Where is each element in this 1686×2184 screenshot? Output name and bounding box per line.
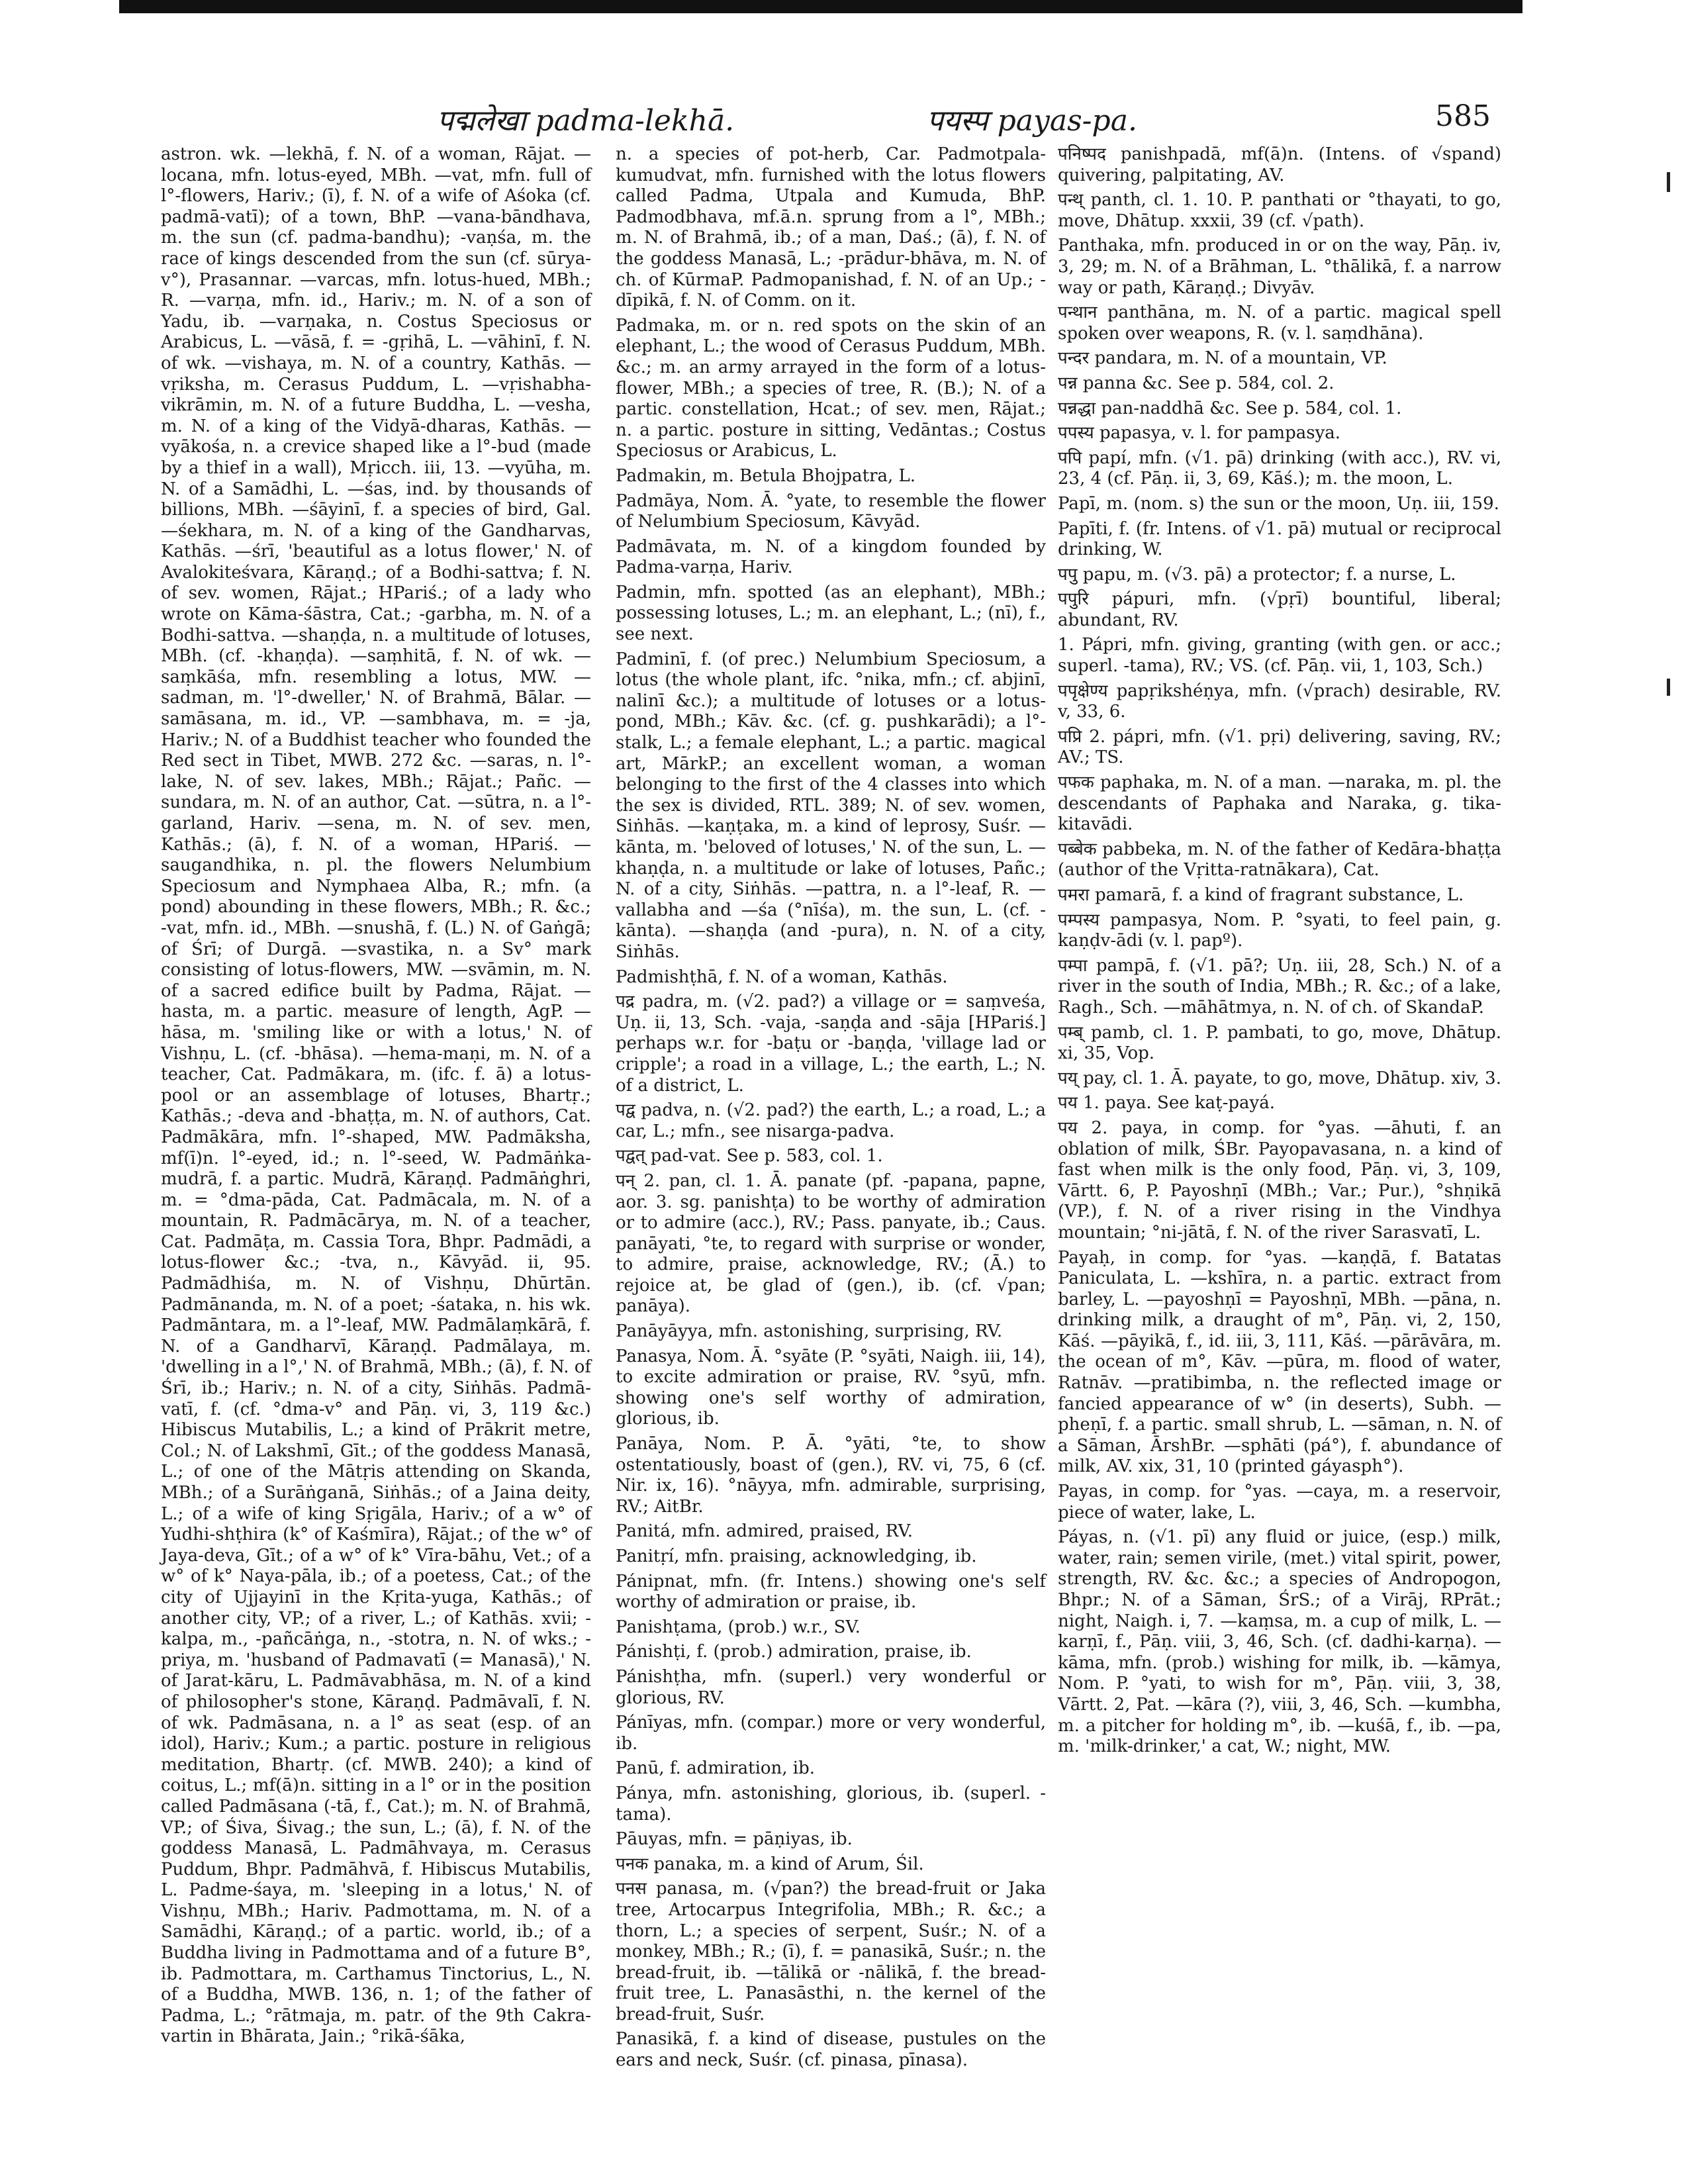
dictionary-entry: Padmāvata, m. N. of a kingdom founded by Padma-varṇa, Hariv. (616, 536, 1046, 578)
dictionary-entry: पपृक्षेण्य papṛikshéṇya, mfn. (√prach) desirable, RV. v, 33, 6. (1058, 681, 1501, 722)
dictionary-entry: पनस panasa, m. (√pan?) the bread-fruit or Jaka tree, Artocarpus Integrifolia, MBh.; R. &c.; a thorn, L.; a species of serpent, Suśr.; N. of a monkey, MBh.; R.; (ī), f. = panasikā, Suśr.; n. the bread-fruit, ib. —tālikā or -nālikā, f. the bread-fruit tree, L. Panasāsthi, n. the kernel of the bread-fruit, Suśr. (616, 1879, 1046, 2024)
page-header (0, 99, 1686, 139)
dictionary-entry: Panāyāyya, mfn. astonishing, surprising, RV. (616, 1321, 1003, 1342)
dictionary-entry: पय 2. paya, in comp. for °yas. —āhuti, f. an oblation of milk, ŚBr. Payopavasana, n. a kind of fast when milk is the only food, Pāṇ. vi, 3, 109, Vārtt. 6, P. Payoshṇī (MBh.; Var.; Pur.), °shṇikā (VP.), f. N. of a river rising in the Vindhya mountain; °ni-jātā, f. N. of the river Sarasvatī, L. (1058, 1117, 1501, 1243)
running-head-right: पयस्प payas-pa. (927, 104, 1137, 138)
scan-top-border (119, 0, 1522, 13)
margin-mark (1667, 172, 1670, 192)
dictionary-entry: पय 1. paya. See kaṭ-payá. (1058, 1093, 1275, 1114)
dictionary-entry: पप्रि 2. pápri, mfn. (√1. pṛi) delivering, saving, RV.; AV.; TS. (1058, 726, 1501, 768)
dictionary-entry: पद्व padva, n. (√2. pad?) the earth, L.; a road, L.; a car, L.; mfn., see nisarga-padva. (616, 1100, 1046, 1141)
column-3 (1058, 144, 1501, 1762)
dictionary-entry: Panitá, mfn. admired, praised, RV. (616, 1521, 913, 1542)
dictionary-entry: पब्बेक pabbeka, m. N. of the father of Kedāra-bhaṭṭa (author of the Vṛitta-ratnākara), Cat. (1058, 839, 1501, 880)
dictionary-entry: पनक panaka, m. a kind of Arum, Śil. (616, 1854, 924, 1874)
running-head-left: पद्मलेखा padma-lekhā. (437, 104, 735, 138)
dictionary-entry: Pāuyas, mfn. = pāṇiyas, ib. (616, 1829, 853, 1850)
dictionary-entry: Payas, in comp. for °yas. —caya, m. a reservoir, piece of water, lake, L. (1058, 1482, 1501, 1523)
dictionary-entry: n. a species of pot-herb, Car. Padmotpala-kumudvat, mfn. furnished with the lotus flowers called Padma, Utpala and Kumuda, BhP. Padmodbhava, mf.ā.n. sprung from a l°, MBh.; m. N. of Brahmā, ib.; of a man, Daś.; (ā), f. N. of the goddess Manasā, L.; -prādur-bhāva, m. N. of ch. of KūrmaP. Padmopanishad, f. N. of an Up.; -dīpikā, f. N. of Comm. on it. (616, 144, 1046, 311)
column-1 (161, 144, 591, 2052)
dictionary-entry: पम्पा pampā, f. (√1. pā?; Uṇ. iii, 28, Sch.) N. of a river in the south of India, MBh.; R. &c.; of a lake, Ragh., Sch. —māhātmya, n. N. of ch. of SkandaP. (1058, 955, 1501, 1018)
dictionary-entry: Panasya, Nom. Ā. °syāte (P. °syāti, Naigh. iii, 14), to excite admiration or praise, RV. °syū, mfn. showing one's self worthy of admiration, glorious, ib. (616, 1346, 1046, 1429)
dictionary-entry: पन्थान panthāna, m. N. of a partic. magical spell spoken over weapons, R. (v. l. saṃdhāna). (1058, 303, 1501, 344)
dictionary-entry: पपस्य papasya, v. l. for pampasya. (1058, 423, 1341, 444)
margin-mark (1667, 679, 1670, 696)
dictionary-entry: Panasikā, f. a kind of disease, pustules on the ears and neck, Suśr. (cf. pinasa, pīnasa). (616, 2029, 1046, 2071)
dictionary-entry: Páyas, n. (√1. pī) any fluid or juice, (esp.) milk, water, rain; semen virile, (met.) vital spirit, power, strength, RV. &c. &c.; a species of Andropogon, Bhpr.; N. of a Sāman, ŚrS.; of a Virāj, RPrāt.; night, Naigh. i, 7. —kaṃsa, m. a cup of milk, L. —karṇī, f., Pāṇ. viii, 3, 46, Sch. (cf. dadhi-karṇa). —kāma, mfn. (prob.) wishing for milk, ib. —kāmya, Nom. P. °yati, to wish for m°, Pāṇ. viii, 3, 38, Vārtt. 2, Pat. —kāra (?), viii, 3, 46, Sch. —kumbha, m. a pitcher for holding m°, ib. —kuśā, f., ib. —pa, m. 'milk-drinker,' a cat, W.; night, MW. (1058, 1527, 1501, 1757)
column-2 (616, 144, 1046, 2075)
dictionary-entry: Payaḥ, in comp. for °yas. —kaṇḍā, f. Batatas Paniculata, L. —kshīra, n. a partic. extract from barley, L. —payoshṇī = Payoshṇī, MBh. —pāna, n. drinking milk, a draught of m°, Pāṇ. vi, 2, 150, Kāś. —pāyikā, f., id. iii, 3, 111, Kāś. —pārāvāra, m. the ocean of m°, Kāv. —pūra, m. flood of water, Ratnāv. —pratibimba, n. the reflected image or fancied appearance of w° (in deserts), Subh. —pheṇī, f. a partic. small shrub, L. —sāman, n. N. of a Sāman, ĀrshBr. —sphāti (pá°), f. abundance of milk, AV. xix, 31, 10 (printed gáyasph°). (1058, 1247, 1501, 1477)
dictionary-entry: पन्नद्धा pan-naddhā &c. See p. 584, col. 1. (1058, 398, 1402, 418)
dictionary-entry: 1. Pápri, mfn. giving, granting (with gen. or acc.; superl. -tama), RV.; VS. (cf. Pāṇ. vii, 1, 103, Sch.) (1058, 635, 1501, 677)
dictionary-entry: पय् pay, cl. 1. Ā. payate, to go, move, Dhātup. xiv, 3. (1058, 1068, 1501, 1088)
dictionary-entry: पपुरि pápuri, mfn. (√pṛī) bountiful, liberal; abundant, RV. (1058, 589, 1501, 630)
dictionary-entry: Pánipnat, mfn. (fr. Intens.) showing one's self worthy of admiration or praise, ib. (616, 1571, 1046, 1613)
dictionary-entry: पनिष्पद panishpadā, mf(ā)n. (Intens. of √spand) quivering, palpitating, AV. (1058, 144, 1501, 185)
dictionary-entry: Panthaka, mfn. produced in or on the way, Pāṇ. iv, 3, 29; m. N. of a Brāhman, L. °thālikā, f. a narrow way or path, Kāraṇḍ.; Divyāv. (1058, 236, 1501, 298)
dictionary-entry: पन् 2. pan, cl. 1. Ā. panate (pf. -papana, papne, aor. 3. sg. panishṭa) to be worthy of admiration or to admire (acc.), RV.; Pass. panyate, ib.; Caus. panāyati, °te, to regard with surprise or wonder, to admire, praise, acknowledge, RV.; (Ā.) to rejoice at, be glad of (gen.), ib. (cf. √pan; panāya). (616, 1170, 1046, 1317)
dictionary-entry: Pánīyas, mfn. (compar.) more or very wonderful, ib. (616, 1713, 1046, 1754)
dictionary-entry: पम्पस्य pampasya, Nom. P. °syati, to feel pain, g. kaṇḍv-ādi (v. l. papº). (1058, 910, 1501, 951)
dictionary-entry: Pánya, mfn. astonishing, glorious, ib. (superl. -tama). (616, 1783, 1046, 1825)
dictionary-entry: पम्ब् pamb, cl. 1. P. pambati, to go, move, Dhātup. xi, 35, Vop. (1058, 1022, 1501, 1064)
dictionary-entry: पफक paphaka, m. N. of a man. —naraka, m. pl. the descendants of Paphaka and Naraka, g. tika-kitavādi. (1058, 773, 1501, 835)
dictionary-entry: Panitṛí, mfn. praising, acknowledging, ib. (616, 1546, 977, 1566)
dictionary-entry: Padmaka, m. or n. red spots on the skin of an elephant, L.; the wood of Cerasus Puddum, MBh. &c.; m. an army arrayed in the form of a lotus-flower, MBh.; a species of tree, R. (B.); N. of a partic. constellation, Hcat.; of sev. men, Rājat.; n. a partic. posture in sitting, Vedāntas.; Costus Speciosus or Arabicus, L. (616, 315, 1046, 461)
dictionary-entry: Papī, m. (nom. s) the sun or the moon, Uṇ. iii, 159. (1058, 493, 1499, 514)
dictionary-entry: पन्न panna &c. See p. 584, col. 2. (1058, 373, 1335, 393)
dictionary-entry: Pánishṭha, mfn. (superl.) very wonderful or glorious, RV. (616, 1666, 1046, 1708)
dictionary-entry: Panāya, Nom. P. Ā. °yāti, °te, to show ostentatiously, boast of (gen.), RV. vi, 75, 6 (cf. Nir. ix, 16). °nāyya, mfn. admirable, surprising, RV.; AitBr. (616, 1434, 1046, 1517)
dictionary-entry: पन्दर pandara, m. N. of a mountain, VP. (1058, 348, 1387, 369)
dictionary-entry: Pánishṭi, f. (prob.) admiration, praise, ib. (616, 1642, 972, 1662)
dictionary-entry: Panishṭama, (prob.) w.r., SV. (616, 1617, 861, 1637)
dictionary-entry: Padminī, f. (of prec.) Nelumbium Speciosum, a lotus (the whole plant, ifc. °nika, mfn.; cf. abjinī, nalinī &c.); a multitude of lotuses or a lotus-pond, MBh.; Kāv. &c. (cf. g. pushkarādi); a l°-stalk, L.; a female elephant, L.; a partic. magical art, MārkP.; an excellent woman, a woman belonging to the first of the 4 classes into which the sex is divided, RTL. 389; N. of sev. women, Siṅhās. —kaṇṭaka, m. a kind of leprosy, Suśr. —kānta, m. 'beloved of lotuses,' N. of the sun, L. —khaṇḍa, n. a multitude or lake of lotuses, Pañc.; N. of a city, Siṅhās. —pattra, n. a l°-leaf, R. —vallabha and —śa (°nīśa), m. the sun, L. (cf. -kānta). —shaṇḍa (and -pura), n. N. of a city, Siṅhās. (616, 649, 1046, 962)
dictionary-entry: पमरा pamarā, f. a kind of fragrant substance, L. (1058, 885, 1464, 905)
dictionary-entry: astron. wk. —lekhā, f. N. of a woman, Rājat. —locana, mfn. lotus-eyed, MBh. —vat, mfn. full of l°-flowers, Hariv.; (ī), f. N. of a wife of Aśoka (cf. padmā-vatī); of a town, BhP. —vana-bāndhava, m. the sun (cf. padma-bandhu); -vaṇśa, m. the race of kings descended from the sun (cf. sūrya-v°), Prasannar. —varcas, mfn. lotus-hued, MBh.; R. —varṇa, mfn. id., Hariv.; m. N. of a son of Yadu, ib. —varṇaka, n. Costus Speciosus or Arabicus, L. —vāsā, f. = -gṛihā, L. —vāhinī, f. N. of wk. —vishaya, m. N. of a country, Kathās. —vṛiksha, m. Cerasus Puddum, L. —vṛishabha-vikrāmin, m. N. of a future Buddha, L. —vesha, m. N. of a king of the Vidyā-dharas, Kathās. —vyākośa, n. a crevice shaped like a l°-bud (made by a thief in a wall), Mṛicch. iii, 13. —vyūha, m. N. of a Samādhi, L. —śas, ind. by thousands of billions, MBh. —śāyinī, f. a species of bird, Gal. —śekhara, m. N. of a king of the Gandharvas, Kathās. —śrī, 'beautiful as a lotus flower,' N. of Avalokiteśvara, Kāraṇḍ.; of a Bodhi-sattva; f. N. of sev. women, Rājat.; HPariś.; of a lady who wrote on Kāma-śāstra, Cat.; -garbha, m. N. of a Bodhi-sattva. —shaṇḍa, n. a multitude of lotuses, MBh. (cf. -khaṇḍa). —saṃhitā, f. N. of wk. —saṃkāśa, mfn. resembling a lotus, MW. —sadman, m. 'l°-dweller,' N. of Brahmā, Bālar. —samāsana, m. id., VP. —sambhava, m. = -ja, Hariv.; N. of a Buddhist teacher who founded the Red sect in Tibet, MWB. 272 &c. —saras, n. l°-lake, N. of sev. lakes, MBh.; Rājat.; Pañc. —sundara, m. N. of an author, Cat. —sūtra, n. a l°-garland, Hariv. —sena, m. N. of sev. men, Kathās.; (ā), f. N. of a woman, HPariś. —saugandhika, n. pl. the flowers Nelumbium Speciosum and Nymphaea Alba, R.; mfn. (a pond) abounding in these flowers, MBh.; R. &c.; -vat, mfn. id., MBh. —snushā, f. (L.) N. of Gaṅgā; of Śrī; of Durgā. —svastika, n. a Sv° mark consisting of lotus-flowers, MW. —svāmin, m. N. of a sacred edifice built by Padma, Rājat. —hasta, m. a partic. measure of length, AgP. —hāsa, m. 'smiling like or with a lotus,' N. of Vishṇu, L. (cf. -bhāsa). —hema-maṇi, m. N. of a teacher, Cat. Padmākara, m. (ifc. f. ā) a lotus-pool or an assemblage of lotuses, Bhartṛ.; Kathās.; -deva and -bhaṭṭa, m. N. of authors, Cat. Padmākāra, mfn. l°-shaped, MW. Padmāksha, mf(ī)n. l°-eyed, id.; n. l°-seed, W. Padmāṅka-mudrā, f. a partic. Mudrā, Kāraṇḍ. Padmāṅghri, m. = °dma-pāda, Cat. Padmācala, m. N. of a mountain, R. Padmācārya, m. N. of a teacher, Cat. Padmāṭa, m. Cassia Tora, Bhpr. Padmādi, a lotus-flower &c.; -tva, n., Kāvyād. ii, 95. Padmādhiśa, m. N. of Vishṇu, Dhūrtān. Padmānanda, m. N. of a poet; -śataka, n. his wk. Padmāntara, m. a l°-leaf, MW. Padmālaṃkārā, f. N. of a Gandharvī, Kāraṇḍ. Padmālaya, m. 'dwelling in a l°,' N. of Brahmā, MBh.; (ā), f. N. of Śrī, ib.; Hariv.; n. N. of a city, Siṅhās. Padmā-vatī, f. (cf. °dma-v° and Pāṇ. vi, 3, 119 &c.) Hibiscus Mutabilis, L.; a kind of Prākrit metre, Col.; N. of Lakshmī, Gīt.; of the goddess Manasā, L.; of one of the Mātṛis attending on Skanda, MBh.; of a Surāṅganā, Siṅhās.; of a Jaina deity, L.; of a wife of king Sṛigāla, Hariv.; of a w° of Yudhi-shṭhira (k° of Kaśmīra), Rājat.; of the w° of Jaya-deva, Gīt.; of a w° of k° Vīra-bāhu, Vet.; of a w° of k° Naya-pāla, ib.; of a poetess, Cat.; of the city of Ujjayinī in the Kṛita-yuga, Kathās.; of another city, VP.; of a river, L.; of Kathās. xvii; -kalpa, m., -pañcāṅga, n., -stotra, n. N. of wks.; -priya, m. 'husband of Padmavatī (= Manasā),' N. of Jarat-kāru, L. Padmāvabhāsa, m. N. of a kind of philosopher's stone, Kāraṇḍ. Padmāvalī, f. N. of wk. Padmāsana, n. a l° as seat (esp. of an idol), Hariv.; Kum.; a partic. posture in religious meditation, Bhartṛ. (cf. MWB. 240); a kind of coitus, L.; mf(ā)n. sitting in a l° or in the position called Padmāsana (-tā, f., Cat.); m. N. of Brahmā, VP.; of Śiva, Śivag.; the sun, L.; (ā), f. N. of the goddess Manasā, L. Padmāhvaya, m. Cerasus Puddum, Bhpr. Padmāhvā, f. Hibiscus Mutabilis, L. Padme-śaya, m. 'sleeping in a lotus,' N. of Vishṇu, MBh.; Hariv. Padmottama, m. N. of a Samādhi, Kāraṇḍ.; of a partic. world, ib.; of a Buddha living in Padmottama and of a future B°, ib. Padmottara, m. Carthamus Tinctorius, L., N. of a Buddha, MWB. 136, n. 1; of the father of Padma, L.; °rātmaja, m. patr. of the 9th Cakra-vartin in Bhārata, Jain.; °rikā-śāka, (161, 144, 591, 2047)
dictionary-entry: Panū, f. admiration, ib. (616, 1758, 816, 1779)
dictionary-entry: Padmin, mfn. spotted (as an elephant), MBh.; possessing lotuses, L.; m. an elephant, L.; (nī), f., see next. (616, 582, 1046, 645)
dictionary-entry: पपि papí, mfn. (√1. pā) drinking (with acc.), RV. vi, 23, 4 (cf. Pāṇ. ii, 3, 69, Kāś.); m. the moon, L. (1058, 448, 1501, 489)
dictionary-entry: Papīti, f. (fr. Intens. of √1. pā) mutual or reciprocal drinking, W. (1058, 518, 1501, 560)
dictionary-entry: पद्र padra, m. (√2. pad?) a village or = saṃveśa, Uṇ. ii, 13, Sch. -vaja, -saṇḍa and -sāja [HPariś.] perhaps w.r. for -baṭu or -baṇḍa, 'village lad or cripple'; a road in a village, L.; the earth, L.; N. of a district, L. (616, 992, 1046, 1096)
dictionary-entry: Padmakin, m. Betula Bhojpatra, L. (616, 465, 916, 486)
dictionary-entry: पपु papu, m. (√3. pā) a protector; f. a nurse, L. (1058, 564, 1456, 585)
page-number: 585 (1435, 99, 1491, 133)
dictionary-entry: Padmishṭhā, f. N. of a woman, Kathās. (616, 967, 948, 987)
dictionary-entry: पन्थ् panth, cl. 1. 10. P. panthati or °thayati, to go, move, Dhātup. xxxii, 39 (cf. √path). (1058, 190, 1501, 231)
dictionary-entry: पद्वत् pad-vat. See p. 583, col. 1. (616, 1146, 883, 1166)
dictionary-entry: Padmāya, Nom. Ā. °yate, to resemble the flower of Nelumbium Speciosum, Kāvyād. (616, 491, 1046, 532)
